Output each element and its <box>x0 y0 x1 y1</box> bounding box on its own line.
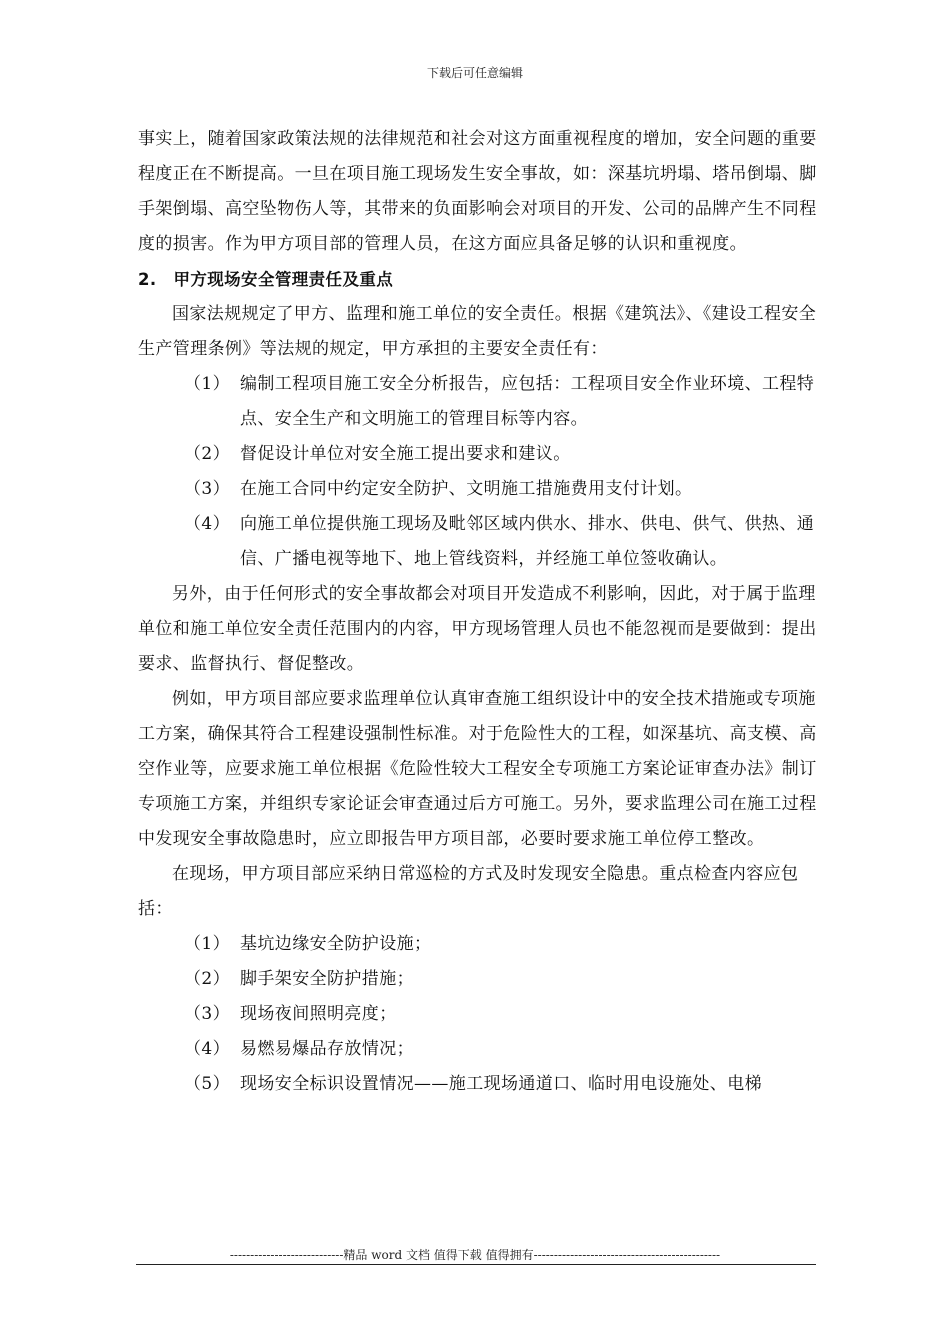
list-text: 易燃易爆品存放情况； <box>240 1039 414 1059</box>
list-item <box>138 927 818 962</box>
list-item <box>138 962 818 997</box>
list-text: 督促设计单位对安全施工提出要求和建议。 <box>240 444 571 464</box>
section-heading: 2. 甲方现场安全管理责任及重点 <box>138 270 394 289</box>
paragraph-example: 例如，甲方项目部应要求监理单位认真审查施工组织设计中的安全技术措施或专项施工方案，确保其符合工程建设强制性标准。对于危险性大的工程，如深基坑、高支模、高空作业等，应要求施工单位根据《危险性较大工程安全专项施工方案论证审查办法》制订专项施工方案，并组织专家论证会审查通过后方可施工。另外，要求监理公司在施工过程中发现安全事故隐患时，应立即报告甲方项目部，必要时要求施工单位停工整改。 <box>138 689 817 849</box>
list-number: （3） <box>184 1004 231 1024</box>
paragraph-additional: 另外，由于任何形式的安全事故都会对项目开发造成不利影响，因此，对于属于监理单位和施工单位安全责任范围内的内容，甲方现场管理人员也不能忽视而是要做到：提出要求、监督执行、督促整改。 <box>138 584 817 674</box>
list-item <box>138 472 818 507</box>
list-item <box>138 1067 818 1102</box>
paragraph-inspection: 在现场，甲方项目部应采纳日常巡检的方式及时发现安全隐患。重点检查内容应包括： <box>138 864 799 919</box>
list-text: 脚手架安全防护措施； <box>240 969 414 989</box>
list-number: （3） <box>184 479 231 499</box>
list-number: （1） <box>184 934 231 954</box>
list-number: （2） <box>184 969 231 989</box>
footer-divider <box>136 1264 816 1265</box>
list-item <box>138 367 818 437</box>
list-text: 现场安全标识设置情况——施工现场通道口、临时用电设施处、电梯 <box>240 1074 762 1094</box>
list-number: （2） <box>184 444 231 464</box>
page-footer: ----------------------------精品 word 文档 值得下载 值得拥有---------------------------------------------- <box>229 1248 721 1262</box>
list-number: （4） <box>184 514 231 534</box>
list-number: （4） <box>184 1039 231 1059</box>
list-text: 在施工合同中约定安全防护、文明施工措施费用支付计划。 <box>240 479 693 499</box>
paragraph-responsibilities: 国家法规规定了甲方、监理和施工单位的安全责任。根据《建筑法》、《建设工程安全生产管理条例》等法规的规定，甲方承担的主要安全责任有： <box>138 304 817 359</box>
list-text: 基坑边缘安全防护设施； <box>240 934 432 954</box>
list-text: 向施工单位提供施工现场及毗邻区域内供水、排水、供电、供气、供热、通信、广播电视等地下、地上管线资料，并经施工单位签收确认。 <box>240 514 815 569</box>
paragraph-intro: 事实上，随着国家政策法规的法律规范和社会对这方面重视程度的增加，安全问题的重要程度正在不断提高。一旦在项目施工现场发生安全事故，如：深基坑坍塌、塔吊倒塌、脚手架倒塌、高空坠物伤人等，其带来的负面影响会对项目的开发、公司的品牌产生不同程度的损害。作为甲方项目部的管理人员，在这方面应具备足够的认识和重视度。 <box>138 129 817 254</box>
list-text: 编制工程项目施工安全分析报告，应包括：工程项目安全作业环境、工程特点、安全生产和文明施工的管理目标等内容。 <box>240 374 815 429</box>
list-number: （1） <box>184 374 231 394</box>
document-body <box>138 122 818 1102</box>
list-item <box>138 997 818 1032</box>
page-header: 下载后可任意编辑 <box>426 66 523 80</box>
list-item <box>138 507 818 577</box>
list-item <box>138 437 818 472</box>
list-number: （5） <box>184 1074 231 1094</box>
list-item <box>138 1032 818 1067</box>
list-text: 现场夜间照明亮度； <box>240 1004 397 1024</box>
